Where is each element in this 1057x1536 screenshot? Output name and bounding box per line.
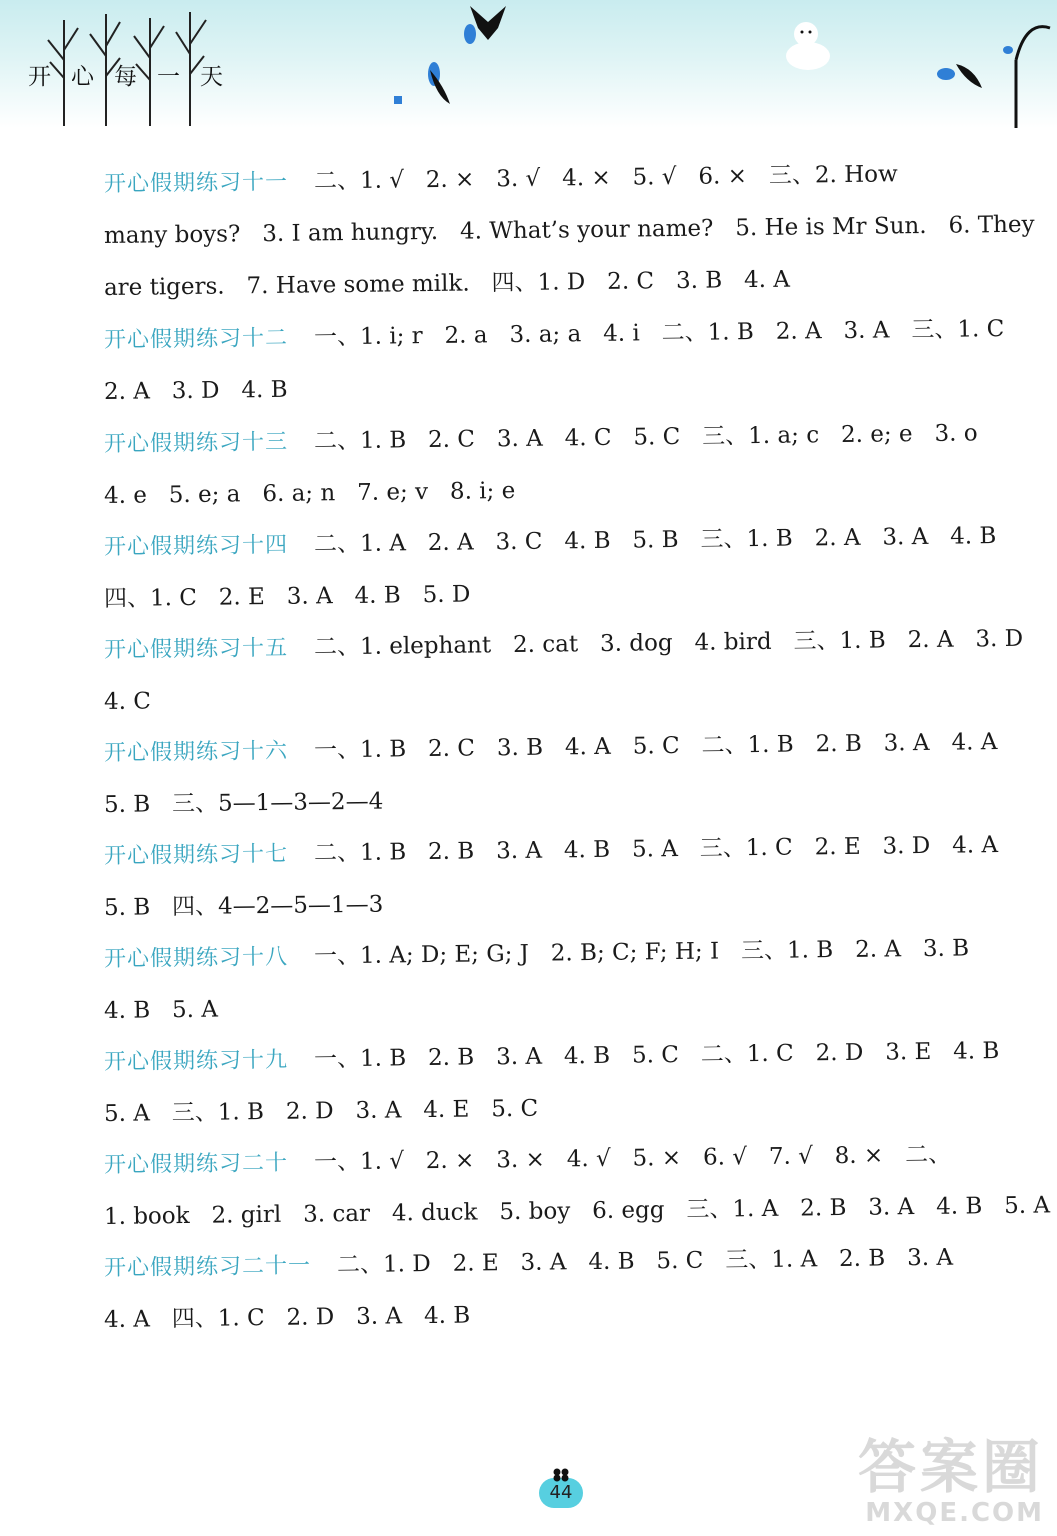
entry-line: many boys? 3. I am hungry. 4. What’s your name? 5. He is Mr Sun. 6. They	[103, 211, 1035, 249]
entry-title: 开心假期练习十九	[103, 1047, 289, 1075]
entry-title: 开心假期练习十八	[103, 944, 289, 972]
entry-answers: 一、1. A; D; E; G; J 2. B; C; F; H; I 三、1. B 2. A 3. B	[313, 935, 970, 970]
lamp-icon	[1003, 27, 1050, 128]
entry-title: 开心假期练习十一	[103, 169, 289, 197]
page-header	[0, 0, 1057, 128]
entry-answers: 二、1. D 2. E 3. A 4. B 5. C 三、1. A 2. B 3. A	[336, 1244, 954, 1279]
entry-line: 四、1. C 2. E 3. A 4. B 5. D	[103, 581, 471, 612]
entry-line: 4. C	[103, 688, 152, 715]
watermark	[858, 1420, 1044, 1528]
entry-title: 开心假期练习二十	[103, 1150, 289, 1178]
entry-line: 5. B 三、5—1—3—2—4	[103, 788, 384, 818]
answer-entry-14	[104, 521, 1004, 625]
entry-title: 开心假期练习十三	[103, 429, 289, 457]
answer-entry-16	[104, 727, 1004, 831]
entry-line: 4. A 四、1. C 2. D 3. A 4. B	[103, 1302, 471, 1333]
entry-title: 开心假期练习十二	[103, 325, 289, 353]
entry-answers: 二、1. √ 2. × 3. √ 4. × 5. √ 6. × 三、2. How	[313, 161, 898, 195]
watermark-cn: 答案圈	[858, 1433, 1045, 1501]
entry-answers: 二、1. A 2. A 3. C 4. B 5. B 三、1. B 2. A 3. A 4. B	[313, 523, 997, 558]
small-block-icon	[394, 96, 402, 104]
entry-answers: 二、1. B 2. C 3. A 4. C 5. C 三、1. a; c 2. e; e 3. o	[313, 420, 978, 455]
entry-line: 4. e 5. e; a 6. a; n 7. e; v 8. i; e	[103, 477, 516, 509]
page-number-text: 44	[549, 1482, 573, 1503]
entry-line: 4. B 5. A	[103, 996, 219, 1024]
entry-answers: 二、1. B 2. B 3. A 4. B 5. A 三、1. C 2. E 3. D 4. A	[313, 832, 999, 867]
entry-line: 5. A 三、1. B 2. D 3. A 4. E 5. C	[103, 1095, 539, 1127]
entry-title: 开心假期练习二十一	[103, 1253, 312, 1281]
entry-title: 开心假期练习十六	[103, 738, 289, 766]
bird-icons	[428, 6, 982, 104]
entry-answers: 二、1. elephant 2. cat 3. dog 4. bird 三、1. B 2. A 3. D	[313, 625, 1024, 661]
answer-entry-17	[104, 830, 1004, 934]
entry-line: are tigers. 7. Have some milk. 四、1. D 2. C 3. B 4. A	[103, 266, 791, 301]
answer-entry-21	[104, 1242, 1004, 1346]
page-number	[535, 1468, 587, 1508]
answer-entry-18	[104, 933, 1004, 1037]
entry-line: 1. book 2. girl 3. car 4. duck 5. boy 6. egg 三、1. A 2. B 3. A 4. B 5. A	[103, 1192, 1051, 1230]
header-title: 开心每一天	[28, 64, 243, 90]
entry-answers: 一、1. i; r 2. a 3. a; a 4. i 二、1. B 2. A 3. A 三、1. C	[313, 316, 1005, 351]
entry-line: 2. A 3. D 4. B	[103, 376, 288, 405]
answer-entry-13	[104, 418, 1004, 522]
answer-entry-19	[104, 1036, 1004, 1140]
entry-title: 开心假期练习十七	[103, 841, 289, 869]
entry-answers: 一、1. B 2. C 3. B 4. A 5. C 二、1. B 2. B 3. A 4. A	[313, 729, 998, 764]
flower-icon	[551, 1468, 571, 1482]
snowman-icon	[786, 22, 830, 70]
entry-title: 开心假期练习十四	[103, 532, 289, 560]
answer-entry-20	[103, 1139, 1051, 1243]
answer-entry-12	[104, 314, 1004, 418]
entry-answers: 一、1. B 2. B 3. A 4. B 5. C 二、1. C 2. D 3. E 4. B	[313, 1038, 1000, 1073]
entry-title: 开心假期练习十五	[103, 635, 289, 663]
answer-entry-15	[103, 624, 1024, 728]
entry-line: 5. B 四、4—2—5—1—3	[103, 891, 384, 921]
entry-answers: 一、1. √ 2. × 3. × 4. √ 5. × 6. √ 7. √ 8. × 二、	[313, 1141, 952, 1176]
watermark-en: MXQE.COM	[865, 1498, 1045, 1528]
answer-entry-11	[103, 158, 1035, 314]
